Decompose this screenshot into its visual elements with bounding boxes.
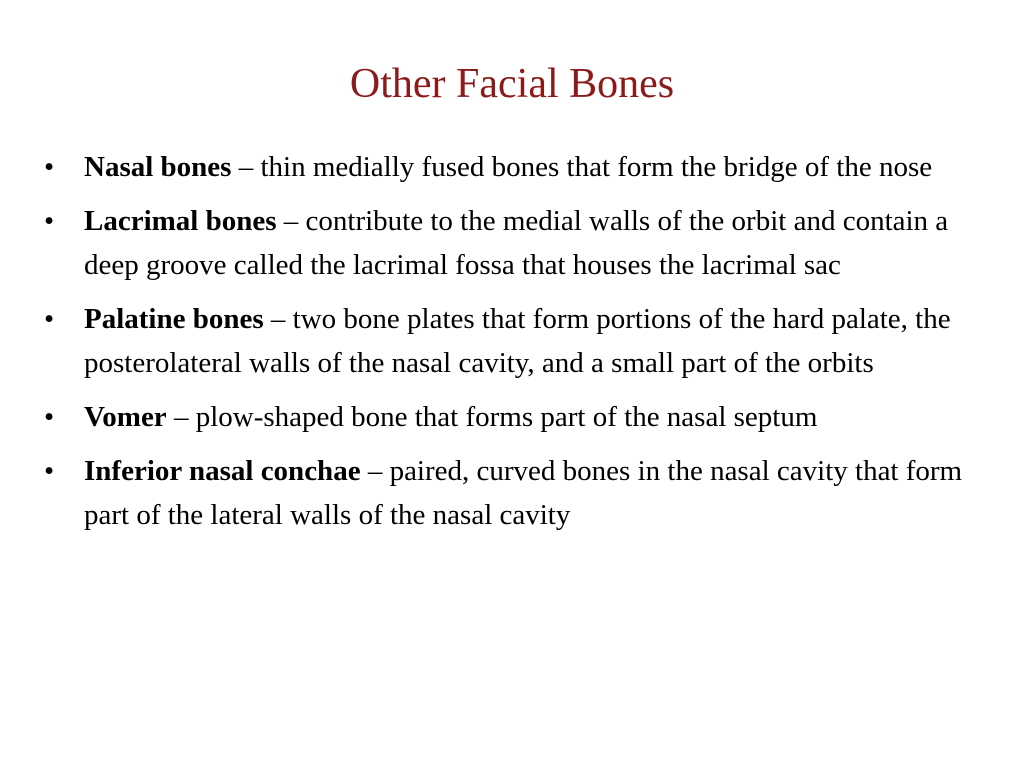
bullet-marker: • xyxy=(44,401,55,433)
bullet-term: Lacrimal bones xyxy=(84,205,277,237)
bullet-marker: • xyxy=(44,303,55,335)
slide-title: Other Facial Bones xyxy=(349,61,675,107)
bullet-term: Inferior nasal conchae xyxy=(84,455,361,487)
bullet-definition: – paired, curved bones in the nasal cavity that form part of the lateral walls of the nasal cavity xyxy=(84,455,963,531)
bullet-marker: • xyxy=(44,455,55,487)
bullet-marker: • xyxy=(44,151,55,183)
bullet-definition: – plow-shaped bone that forms part of the nasal septum xyxy=(166,401,818,433)
bullet-definition: – thin medially fused bones that form the bridge of the nose xyxy=(231,151,933,183)
bullet-definition: – two bone plates that form portions of the hard palate, the posterolateral walls of the nasal cavity, and a small part of the orbits xyxy=(84,303,951,379)
bullet-term: Nasal bones xyxy=(84,151,232,183)
bullet-term: Vomer xyxy=(84,401,167,433)
bullet-item-vomer xyxy=(44,395,994,439)
bullet-item-inferior-nasal-conchae xyxy=(44,449,994,537)
bullet-list xyxy=(44,145,994,547)
bullet-definition: – contribute to the medial walls of the orbit and contain a deep groove called the lacrimal fossa that houses the lacrimal sac xyxy=(84,205,949,281)
bullet-marker: • xyxy=(44,205,55,237)
bullet-term: Palatine bones xyxy=(84,303,264,335)
bullet-item-lacrimal-bones xyxy=(44,199,994,287)
bullet-item-palatine-bones xyxy=(44,297,994,385)
bullet-item-nasal-bones xyxy=(44,145,994,189)
